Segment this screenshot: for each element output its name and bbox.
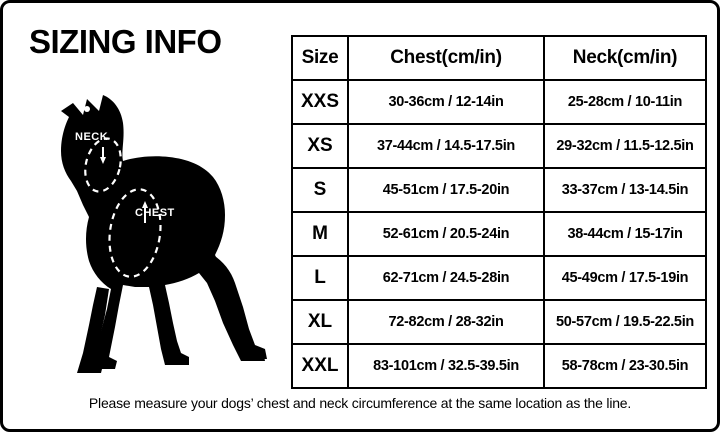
cell-size: L <box>292 256 348 300</box>
page-title: SIZING INFO <box>29 23 222 60</box>
cell-size: XXS <box>292 80 348 124</box>
table-row <box>292 212 706 256</box>
boxer-dog-silhouette-icon <box>17 65 285 377</box>
cell-size: XL <box>292 300 348 344</box>
cell-chest: 52-61cm / 20.5-24in <box>348 212 544 256</box>
table-row <box>292 80 706 124</box>
cell-chest: 45-51cm / 17.5-20in <box>348 168 544 212</box>
size-chart-table <box>291 35 707 389</box>
cell-neck: 50-57cm / 19.5-22.5in <box>544 300 706 344</box>
table-row <box>292 256 706 300</box>
column-header-neck: Neck(cm/in) <box>544 36 706 80</box>
measurement-instructions: Please measure your dogs’ chest and neck circumference at the same location as the line. <box>88 395 632 411</box>
cell-chest: 72-82cm / 28-32in <box>348 300 544 344</box>
table-header-row <box>292 36 706 80</box>
dog-illustration <box>17 65 285 377</box>
cell-neck: 45-49cm / 17.5-19in <box>544 256 706 300</box>
table-row <box>292 300 706 344</box>
cell-chest: 30-36cm / 12-14in <box>348 80 544 124</box>
cell-size: XS <box>292 124 348 168</box>
column-header-size: Size <box>292 36 348 80</box>
table-row <box>292 344 706 388</box>
neck-measure-label: NECK <box>75 131 109 143</box>
chest-measure-label: CHEST <box>135 207 175 219</box>
cell-neck: 29-32cm / 11.5-12.5in <box>544 124 706 168</box>
cell-neck: 25-28cm / 10-11in <box>544 80 706 124</box>
cell-neck: 58-78cm / 23-30.5in <box>544 344 706 388</box>
column-header-chest: Chest(cm/in) <box>348 36 544 80</box>
cell-size: M <box>292 212 348 256</box>
table-row <box>292 124 706 168</box>
cell-chest: 83-101cm / 32.5-39.5in <box>348 344 544 388</box>
cell-chest: 62-71cm / 24.5-28in <box>348 256 544 300</box>
table-row <box>292 168 706 212</box>
cell-size: S <box>292 168 348 212</box>
cell-neck: 38-44cm / 15-17in <box>544 212 706 256</box>
cell-neck: 33-37cm / 13-14.5in <box>544 168 706 212</box>
cell-chest: 37-44cm / 14.5-17.5in <box>348 124 544 168</box>
cell-size: XXL <box>292 344 348 388</box>
